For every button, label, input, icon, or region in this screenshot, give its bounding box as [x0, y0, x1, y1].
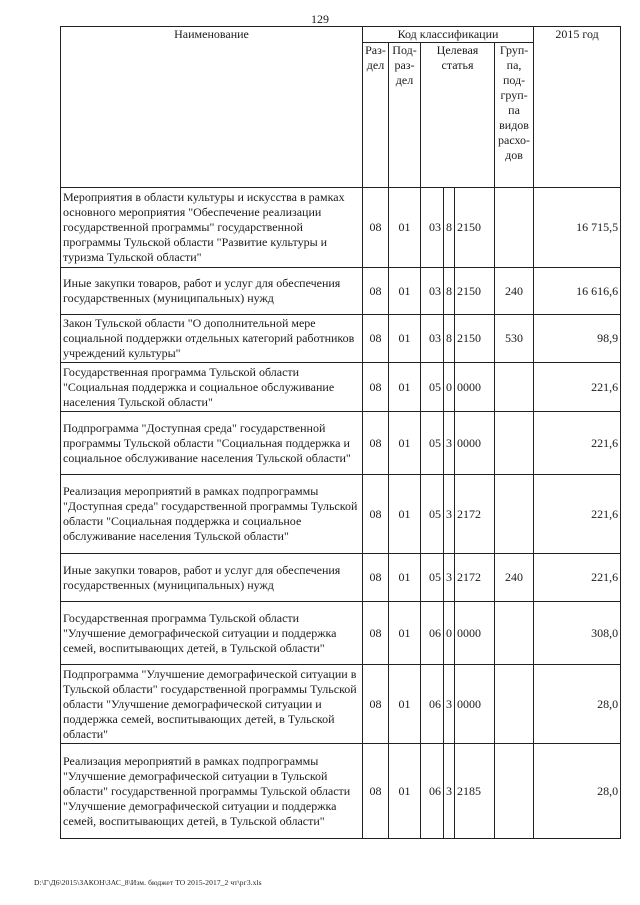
row-name: Государственная программа Тульской области "Социальная поддержка и социальное обслуживание населения Тульской области" [61, 363, 363, 412]
row-expense-group [495, 744, 534, 839]
row-razdel: 08 [363, 744, 389, 839]
table-row [61, 475, 621, 554]
row-subprogram-code: 8 [444, 268, 455, 315]
row-program-code: 06 [421, 744, 444, 839]
table-row [61, 315, 621, 363]
row-expense-group: 530 [495, 315, 534, 363]
table-row [61, 602, 621, 665]
row-expense-group: 240 [495, 268, 534, 315]
row-article-code: 2150 [455, 268, 495, 315]
row-name: Мероприятия в области культуры и искусства в рамках основного мероприятия "Обеспечение реализации государственной программы" государственной программы Тульской области "Развитие культуры и туризма Тульской области" [61, 188, 363, 268]
row-amount: 16 715,5 [534, 188, 621, 268]
row-subprogram-code: 8 [444, 188, 455, 268]
table-row [61, 744, 621, 839]
row-subprogram-code: 0 [444, 363, 455, 412]
header-target-article: Целевая статья [421, 43, 495, 188]
row-name: Иные закупки товаров, работ и услуг для обеспечения государственных (муниципальных) нужд [61, 268, 363, 315]
file-path-footer: D:\Г\Д6\2015\ЗАКОН\ЗАС_8\Изм. бюджет ТО 2015-2017_2 чт\рг3.xls [34, 878, 262, 887]
row-amount: 221,6 [534, 475, 621, 554]
row-program-code: 03 [421, 188, 444, 268]
row-program-code: 05 [421, 363, 444, 412]
table-row [61, 665, 621, 744]
row-program-code: 05 [421, 554, 444, 602]
row-podrazdel: 01 [389, 554, 421, 602]
row-name: Государственная программа Тульской области "Улучшение демографической ситуации и поддержка семей, воспитывающих детей, в Тульской области" [61, 602, 363, 665]
row-amount: 28,0 [534, 744, 621, 839]
row-expense-group [495, 363, 534, 412]
row-amount: 98,9 [534, 315, 621, 363]
table-row [61, 554, 621, 602]
row-program-code: 05 [421, 412, 444, 475]
row-podrazdel: 01 [389, 665, 421, 744]
row-article-code: 0000 [455, 602, 495, 665]
row-article-code: 2150 [455, 188, 495, 268]
row-article-code: 2172 [455, 475, 495, 554]
row-name: Реализация мероприятий в рамках подпрограммы "Доступная среда" государственной программы Тульской области "Социальная поддержка и социальное обслуживание населения Тульской области" [61, 475, 363, 554]
table-row [61, 412, 621, 475]
header-name: Наименование [61, 27, 363, 188]
row-razdel: 08 [363, 665, 389, 744]
row-article-code: 0000 [455, 363, 495, 412]
row-program-code: 05 [421, 475, 444, 554]
row-razdel: 08 [363, 268, 389, 315]
row-expense-group [495, 412, 534, 475]
row-name: Реализация мероприятий в рамках подпрограммы "Улучшение демографической ситуации в Тульской области" государственной программы Тульской области "Улучшение демографической ситуации и поддержка семей, воспитывающих детей, в Тульской области" [61, 744, 363, 839]
row-program-code: 03 [421, 268, 444, 315]
row-amount: 221,6 [534, 363, 621, 412]
row-name: Подпрограмма "Доступная среда" государственной программы Тульской области "Социальная поддержка и социальное обслуживание населения Тульской области" [61, 412, 363, 475]
row-razdel: 08 [363, 188, 389, 268]
table-body [61, 188, 621, 839]
row-podrazdel: 01 [389, 268, 421, 315]
row-podrazdel: 01 [389, 188, 421, 268]
row-amount: 16 616,6 [534, 268, 621, 315]
header-razdel: Раз- дел [363, 43, 389, 188]
row-expense-group [495, 602, 534, 665]
row-article-code: 2150 [455, 315, 495, 363]
row-article-code: 0000 [455, 665, 495, 744]
row-name: Закон Тульской области "О дополнительной мере социальной поддержки отдельных категорий работников учреждений культуры" [61, 315, 363, 363]
row-podrazdel: 01 [389, 744, 421, 839]
row-podrazdel: 01 [389, 412, 421, 475]
row-razdel: 08 [363, 554, 389, 602]
row-subprogram-code: 3 [444, 554, 455, 602]
row-program-code: 03 [421, 315, 444, 363]
row-podrazdel: 01 [389, 602, 421, 665]
row-article-code: 0000 [455, 412, 495, 475]
table-row [61, 188, 621, 268]
header-year: 2015 год [534, 27, 621, 188]
header-expense-group: Груп- па, под- груп- па видов расхо- дов [495, 43, 534, 188]
budget-table [60, 26, 621, 839]
row-program-code: 06 [421, 602, 444, 665]
row-name: Иные закупки товаров, работ и услуг для обеспечения государственных (муниципальных) нужд [61, 554, 363, 602]
row-expense-group [495, 188, 534, 268]
row-article-code: 2185 [455, 744, 495, 839]
row-amount: 221,6 [534, 412, 621, 475]
row-podrazdel: 01 [389, 475, 421, 554]
row-expense-group [495, 475, 534, 554]
row-article-code: 2172 [455, 554, 495, 602]
row-podrazdel: 01 [389, 363, 421, 412]
row-razdel: 08 [363, 602, 389, 665]
row-program-code: 06 [421, 665, 444, 744]
row-razdel: 08 [363, 412, 389, 475]
row-amount: 221,6 [534, 554, 621, 602]
row-podrazdel: 01 [389, 315, 421, 363]
table-row [61, 363, 621, 412]
page-number: 129 [311, 12, 329, 26]
row-subprogram-code: 3 [444, 412, 455, 475]
row-subprogram-code: 8 [444, 315, 455, 363]
row-amount: 308,0 [534, 602, 621, 665]
row-expense-group: 240 [495, 554, 534, 602]
row-subprogram-code: 0 [444, 602, 455, 665]
row-subprogram-code: 3 [444, 665, 455, 744]
row-subprogram-code: 3 [444, 744, 455, 839]
header-podrazdel: Под- раз- дел [389, 43, 421, 188]
row-name: Подпрограмма "Улучшение демографической ситуации в Тульской области" государственной программы Тульской области "Улучшение демографической ситуации и поддержка семей, воспитывающих детей, в Тульской области" [61, 665, 363, 744]
header-classification: Код классификации [363, 27, 534, 43]
row-amount: 28,0 [534, 665, 621, 744]
row-razdel: 08 [363, 475, 389, 554]
row-razdel: 08 [363, 315, 389, 363]
row-expense-group [495, 665, 534, 744]
row-subprogram-code: 3 [444, 475, 455, 554]
table-row [61, 268, 621, 315]
row-razdel: 08 [363, 363, 389, 412]
